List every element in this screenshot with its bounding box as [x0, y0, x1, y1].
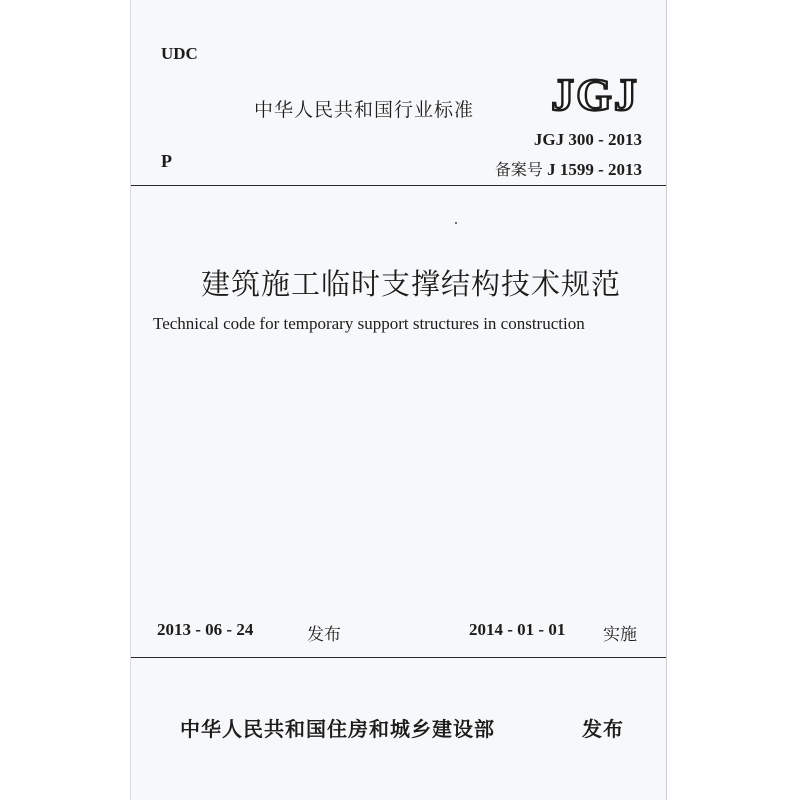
record-number: J 1599 - 2013 [547, 160, 642, 179]
book-cover [130, 0, 667, 800]
publish-label: 发布 [582, 717, 624, 741]
issue-label: 发布 [307, 625, 341, 645]
title-english: Technical code for temporary support structures in construction [153, 314, 585, 333]
standard-number: JGJ 300 - 2013 [533, 130, 642, 149]
speck [455, 222, 457, 224]
issuing-ministry: 中华人民共和国住房和城乡建设部 [180, 717, 495, 741]
record-number-line [495, 157, 642, 180]
industry-standard-heading: 中华人民共和国行业标准 [254, 99, 475, 121]
issue-date: 2013 - 06 - 24 [157, 620, 254, 639]
record-label: 备案号 [494, 160, 543, 179]
divider-top [131, 185, 666, 186]
implementation-date: 2014 - 01 - 01 [469, 620, 566, 639]
svg-text:JGJ: JGJ [551, 69, 639, 116]
jgj-logo [543, 68, 647, 116]
title-chinese: 建筑施工临时支撑结构技术规范 [201, 267, 622, 301]
divider-bottom [131, 657, 666, 658]
classification-code: P [161, 151, 172, 171]
udc-label: UDC [161, 44, 198, 63]
implementation-label: 实施 [603, 625, 637, 645]
